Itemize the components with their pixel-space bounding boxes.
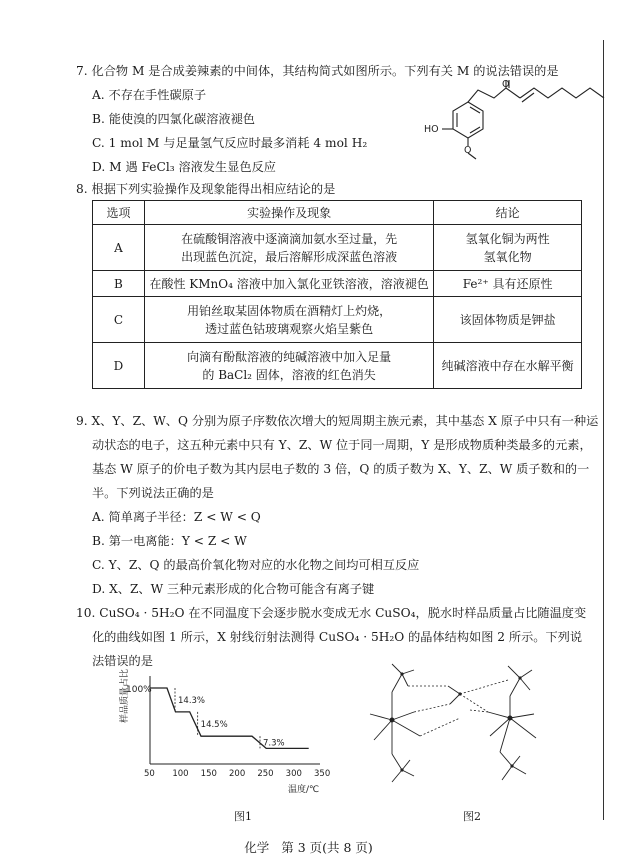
q9-stem-line: 半。下列说法正确的是: [92, 486, 214, 500]
row-conclusion: Fe²⁺ 具有还原性: [434, 271, 582, 297]
row-operation: [144, 297, 433, 343]
q10-stem-line: 化的曲线如图 1 所示，X 射线衍射法测得 CuSO₄ · 5H₂O 的晶体结构如图 2 所示。下列说: [92, 630, 583, 644]
methoxy-o-label: O: [464, 145, 472, 156]
drop-label: 14.3%: [178, 695, 206, 706]
figure-2-caption: 图2: [463, 810, 481, 823]
q9-stem-line: 动状态的电子，这五种元素中只有 Y、Z、W 位于同一周期，Y 是形成物质种类最多的元素，: [92, 438, 592, 452]
x-tick-label: 200: [229, 769, 246, 779]
q9-option-c: C. Y、Z、Q 的最高价氧化物对应的水化物之间均可相互反应: [92, 558, 420, 572]
q9-stem-line: 基态 W 原子的价电子数为其内层电子数的 3 倍，Q 的质子数为 X、Y、Z、W 质子数和的一: [92, 462, 590, 476]
conclusion-line: 氢氧化物: [483, 249, 532, 264]
operation-line: 在硫酸铜溶液中逐滴滴加氨水至过量，先: [181, 231, 398, 246]
y-start-label: 100%: [126, 685, 152, 695]
footer-page-number: 第 3 页(共 8 页): [281, 840, 373, 855]
q8-stem: 8. 根据下列实验操作及现象能得出相应结论的是: [76, 182, 336, 196]
q9-stem-line: 9. X、Y、Z、W、Q 分别为原子序数依次增大的短周期主族元素，其中基态 X 原子中只有一种运: [76, 414, 599, 428]
row-option: D: [93, 343, 145, 389]
row-conclusion: 纯碱溶液中存在水解平衡: [434, 343, 582, 389]
x-tick-label: 100: [172, 769, 189, 779]
operation-line: 出现蓝色沉淀，最后溶解形成深蓝色溶液: [181, 249, 398, 264]
header-conclusion: 结论: [434, 201, 582, 225]
experiment-table: [92, 200, 582, 389]
operation-line: 的 BaCl₂ 固体，溶液的红色消失: [202, 367, 376, 382]
row-conclusion: [434, 225, 582, 271]
q7-option-a: A. 不存在手性碳原子: [92, 88, 207, 102]
drop-label: 7.3%: [263, 738, 285, 749]
y-axis-label: 样品质量占比: [120, 668, 130, 723]
carbonyl-o-label: O: [502, 80, 510, 90]
row-conclusion: 该固体物质是钾盐: [434, 297, 582, 343]
row-option: B: [93, 271, 145, 297]
q9-option-d: D. X、Z、W 三种元素形成的化合物可能含有离子键: [92, 582, 375, 596]
x-tick-label: 150: [200, 769, 217, 779]
x-tick-labels: [144, 769, 330, 779]
x-tick-label: 300: [285, 769, 302, 779]
drop-annotations: [175, 688, 285, 748]
x-tick-label: 50: [144, 769, 155, 779]
operation-line: 向滴有酚酞溶液的纯碱溶液中加入足量: [187, 349, 392, 364]
q7-stem: 7. 化合物 M 是合成姜辣素的中间体，其结构简式如图所示。下列有关 M 的说法错误的是: [76, 64, 559, 78]
q7-option-d: D. M 遇 FeCl₃ 溶液发生显色反应: [92, 160, 276, 174]
table-row: [93, 343, 582, 389]
row-operation: 在酸性 KMnO₄ 溶液中加入氯化亚铁溶液，溶液褪色: [144, 271, 433, 297]
row-operation: [144, 343, 433, 389]
table-row: [93, 297, 582, 343]
q10-stem-line: 法错误的是: [92, 654, 153, 668]
x-tick-label: 250: [257, 769, 274, 779]
footer-subject: 化学: [244, 840, 270, 855]
drop-label: 14.5%: [200, 720, 228, 731]
figure-1-chart: [110, 668, 340, 808]
q10-stem-line: 10. CuSO₄ · 5H₂O 在不同温度下会逐步脱水变成无水 CuSO₄，脱水时样品质量占比随温度变: [76, 606, 587, 620]
q7-option-b: B. 能使溴的四氯化碳溶液褪色: [92, 112, 255, 126]
conclusion-line: 氢氧化铜为两性: [465, 231, 550, 246]
x-axis-label: 温度/℃: [288, 785, 320, 795]
row-operation: [144, 225, 433, 271]
ho-label: HO: [424, 124, 439, 135]
chart-axes: [150, 676, 320, 764]
operation-line: 用铂丝取某固体物质在酒精灯上灼烧，: [187, 303, 392, 318]
header-option: 选项: [93, 201, 145, 225]
figure-2-crystal-structure: [340, 652, 600, 802]
operation-line: 透过蓝色钴玻璃观察火焰呈紫色: [205, 321, 374, 336]
q9-option-a: A. 简单离子半径：Z < W < Q: [92, 510, 261, 524]
figure-1-caption: 图1: [234, 810, 252, 823]
row-option: C: [93, 297, 145, 343]
q9-option-b: B. 第一电离能：Y < Z < W: [92, 534, 247, 548]
q7-option-c: C. 1 mol M 与足量氢气反应时最多消耗 4 mol H₂: [92, 136, 368, 150]
page-footer: [0, 838, 617, 856]
compound-m-structure: [420, 80, 605, 160]
header-operation: 实验操作及现象: [144, 201, 433, 225]
table-row: [93, 225, 582, 271]
table-row: [93, 271, 582, 297]
x-tick-label: 350: [314, 769, 331, 779]
dehydration-curve: [150, 688, 309, 748]
row-option: A: [93, 225, 145, 271]
table-header-row: [93, 201, 582, 225]
